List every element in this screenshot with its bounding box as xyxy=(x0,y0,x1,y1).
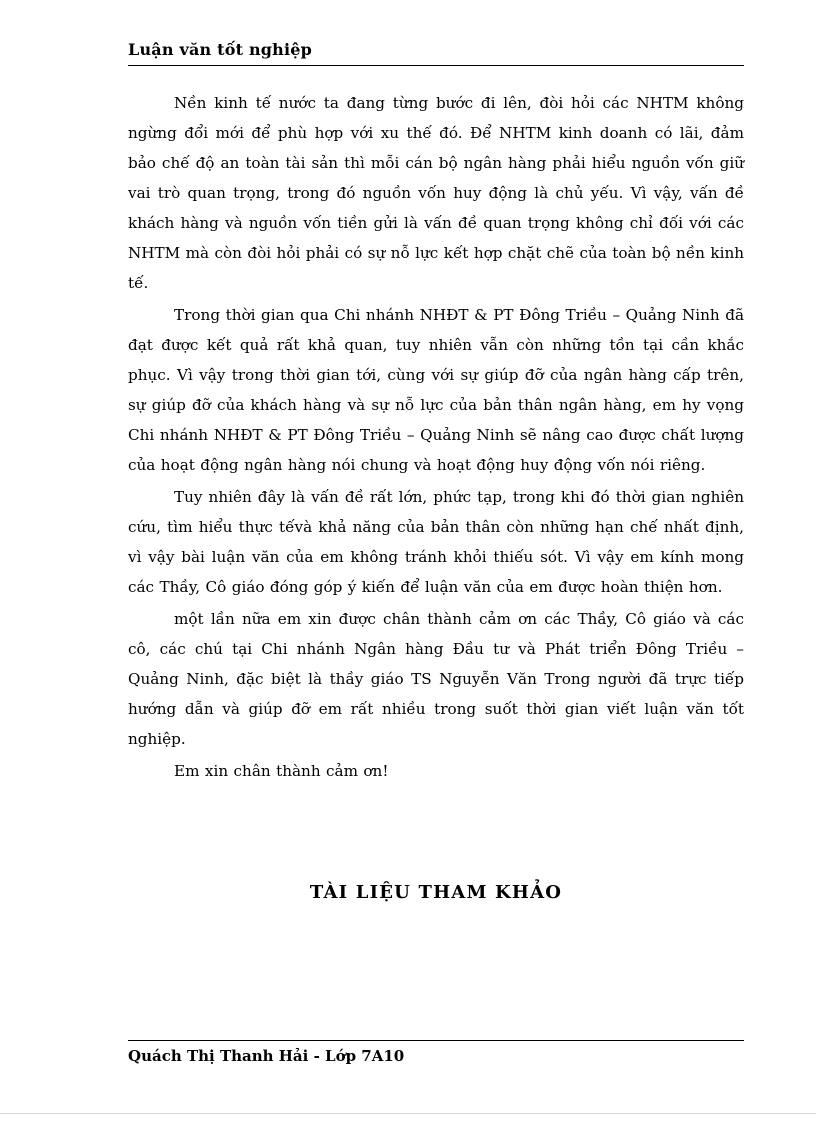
paragraph: Tuy nhiên đây là vấn đề rất lớn, phức tạp, trong khi đó thời gian nghiên cứu, tìm hiểu thực tếvà khả năng của bản thân còn những hạn chế nhất định, vì vậy bài luận văn của em không tránh khỏi thiếu sót. Vì vậy em kính mong các Thầy, Cô giáo đóng góp ý kiến để luận văn của em được hoàn thiện hơn. xyxy=(128,488,744,596)
references-heading: TÀI LIỆU THAM KHẢO xyxy=(309,882,563,903)
paragraph: Em xin chân thành cảm ơn! xyxy=(174,762,389,780)
page-header: Luận văn tốt nghiệp xyxy=(128,40,313,59)
footer-divider xyxy=(128,1040,744,1041)
paragraph: một lần nữa em xin được chân thành cảm ơn các Thầy, Cô giáo và các cô, các chú tại Chi nhánh Ngân hàng Đầu tư và Phát triển Đông Triều – Quảng Ninh, đặc biệt là thầy giáo TS Nguyễn Văn Trong người đã trực tiếp hướng dẫn và giúp đỡ em rất nhiều trong suốt thời gian viết luận văn tốt nghiệp. xyxy=(128,610,744,748)
page-content xyxy=(128,40,744,903)
page-footer xyxy=(128,1040,744,1065)
header-divider xyxy=(128,65,744,66)
page-bottom-edge xyxy=(0,1113,816,1124)
document-body xyxy=(128,88,744,786)
paragraph: Nền kinh tế nước ta đang từng bước đi lên, đòi hỏi các NHTM không ngừng đổi mới để phù hợp với xu thế đó. Để NHTM kinh doanh có lãi, đảm bảo chế độ an toàn tài sản thì mỗi cán bộ ngân hàng phải hiểu nguồn vốn giữ vai trò quan trọng, trong đó nguồn vốn huy động là chủ yếu. Vì vậy, vấn đề khách hàng và nguồn vốn tiền gửi là vấn đề quan trọng không chỉ đối với các NHTM mà còn đòi hỏi phải có sự nỗ lực kết hợp chặt chẽ của toàn bộ nền kinh tế. xyxy=(128,94,745,292)
footer-text: Quách Thị Thanh Hải - Lớp 7A10 xyxy=(128,1047,405,1065)
paragraph: Trong thời gian qua Chi nhánh NHĐT & PT Đông Triều – Quảng Ninh đã đạt được kết quả rất khả quan, tuy nhiên vẫn còn những tồn tại cần khắc phục. Vì vậy trong thời gian tới, cùng với sự giúp đỡ của ngân hàng cấp trên, sự giúp đỡ của khách hàng và sự nỗ lực của bản thân ngân hàng, em hy vọng Chi nhánh NHĐT & PT Đông Triều – Quảng Ninh sẽ nâng cao được chất lượng của hoạt động ngân hàng nói chung và hoạt động huy động vốn nói riêng. xyxy=(128,306,744,474)
